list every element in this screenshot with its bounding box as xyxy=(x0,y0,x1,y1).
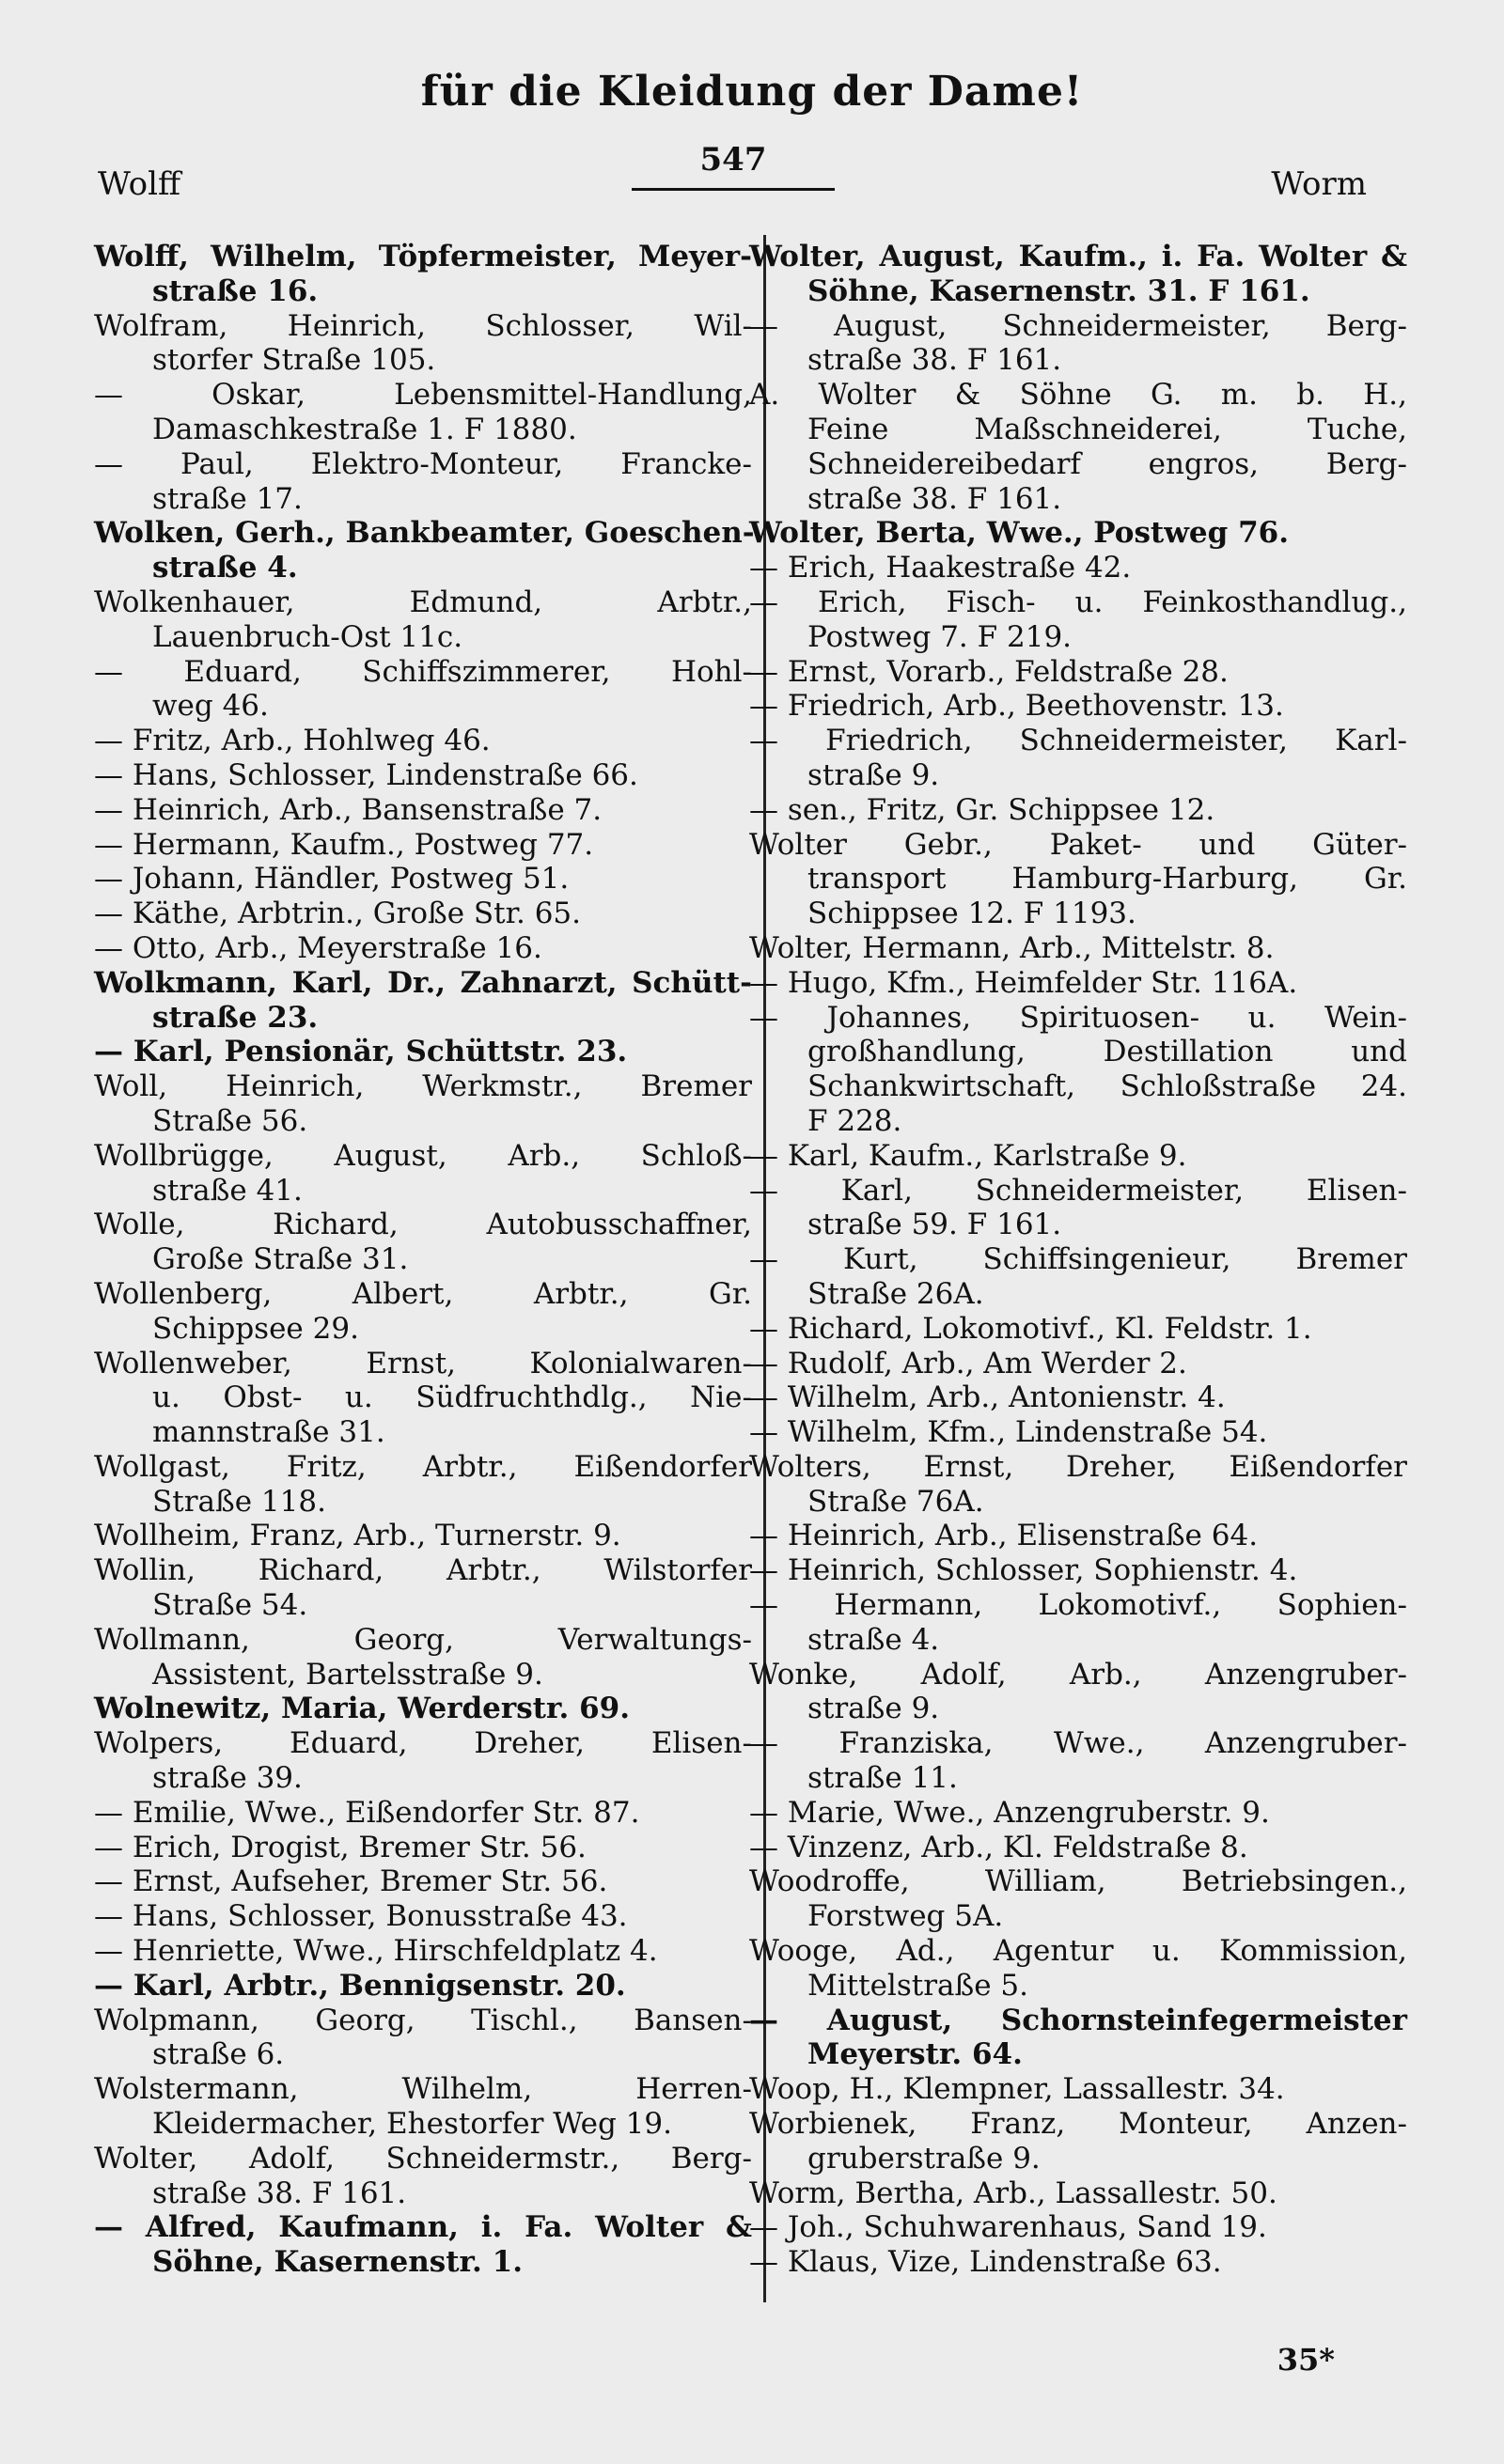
entry-line: — Heinrich, Schlosser, Sophienstr. 4. xyxy=(749,1553,1298,1588)
directory-entry xyxy=(94,2142,752,2211)
entry-line: Woll, Heinrich, Werkmstr., Bremer xyxy=(94,1069,752,1104)
entry-line: Wolkenhauer, Edmund, Arbtr., xyxy=(94,585,752,619)
entry-line: Wolken, Gerh., Bankbeamter, Goeschen- xyxy=(94,516,755,551)
directory-entry xyxy=(94,1969,752,2004)
directory-entry xyxy=(94,1347,752,1450)
entry-line: straße 6. xyxy=(152,2037,285,2072)
directory-entry xyxy=(749,2210,1407,2245)
directory-entry xyxy=(94,585,752,655)
entry-line: — Vinzenz, Arb., Kl. Feldstraße 8. xyxy=(749,1830,1248,1864)
directory-entry xyxy=(94,966,752,1036)
entry-line: Assistent, Bartelsstraße 9. xyxy=(152,1657,543,1692)
directory-entry xyxy=(749,724,1407,793)
entry-line: weg 46. xyxy=(152,689,269,724)
directory-entry xyxy=(749,2004,1407,2073)
entry-line: — Hans, Schlosser, Bonusstraße 43. xyxy=(94,1899,628,1934)
directory-entry xyxy=(94,2004,752,2073)
directory-entry xyxy=(749,585,1407,655)
directory-entry xyxy=(94,1519,752,1553)
directory-entry xyxy=(749,1139,1407,1174)
entry-line: — Erich, Fisch- u. Feinkosthandlug., xyxy=(749,585,1407,619)
directory-entry xyxy=(749,689,1407,724)
entry-line: A. Wolter & Söhne G. m. b. H., xyxy=(749,378,1407,413)
entry-line: — Friedrich, Arb., Beethovenstr. 13. xyxy=(749,689,1284,724)
directory-entry xyxy=(749,551,1407,585)
entry-line: — Marie, Wwe., Anzengruberstr. 9. xyxy=(749,1795,1270,1830)
entry-line: — Karl, Schneidermeister, Elisen- xyxy=(749,1173,1407,1208)
entry-line: — Heinrich, Arb., Bansenstraße 7. xyxy=(94,792,603,827)
directory-entry xyxy=(94,378,752,447)
directory-entry xyxy=(94,1692,752,1726)
entry-line: — sen., Fritz, Gr. Schippsee 12. xyxy=(749,792,1215,827)
entry-line: Wolter, Adolf, Schneidermstr., Berg- xyxy=(94,2141,752,2175)
directory-entry xyxy=(749,1347,1407,1381)
directory-entry xyxy=(94,1899,752,1934)
entry-line: Straße 26A. xyxy=(807,1276,984,1311)
entry-line: — Käthe, Arbtrin., Große Str. 65. xyxy=(94,897,582,931)
directory-entry xyxy=(749,966,1407,1001)
directory-entry xyxy=(749,378,1407,516)
directory-entry xyxy=(94,1934,752,1969)
directory-entry xyxy=(94,724,752,758)
directory-entry xyxy=(749,1831,1407,1865)
directory-entry xyxy=(94,897,752,931)
entry-line: — Erich, Drogist, Bremer Str. 56. xyxy=(94,1830,587,1864)
directory-entry xyxy=(94,828,752,863)
directory-entry xyxy=(94,447,752,517)
entry-line: Wollbrügge, August, Arb., Schloß- xyxy=(94,1138,752,1173)
entry-line: Forstweg 5A. xyxy=(807,1899,1004,1934)
entry-line: Wolff, Wilhelm, Töpfermeister, Meyer- xyxy=(94,240,752,273)
directory-entry xyxy=(749,2107,1407,2176)
header-last-name: Worm xyxy=(1271,165,1367,203)
directory-entry xyxy=(749,1796,1407,1831)
entry-line: Straße 118. xyxy=(152,1484,326,1519)
directory-entry xyxy=(94,1277,752,1347)
entry-line: Wolter, August, Kaufm., i. Fa. Wolter & xyxy=(749,240,1407,273)
entry-line: — Alfred, Kaufmann, i. Fa. Wolter & xyxy=(94,2210,752,2245)
directory-entry xyxy=(749,828,1407,931)
directory-entry xyxy=(94,1553,752,1623)
entry-line: storfer Straße 105. xyxy=(152,343,436,378)
directory-entry xyxy=(749,1001,1407,1139)
entry-line: straße 59. F 161. xyxy=(807,1208,1062,1242)
entry-line: Söhne, Kasernenstr. 1. xyxy=(152,2245,523,2280)
entry-line: Wollheim, Franz, Arb., Turnerstr. 9. xyxy=(94,1519,621,1553)
directory-entry xyxy=(94,931,752,966)
directory-entry xyxy=(749,1415,1407,1450)
directory-entry xyxy=(94,240,752,309)
directory-entry xyxy=(94,758,752,793)
right-column xyxy=(749,240,1407,2280)
entry-line: — Kurt, Schiffsingenieur, Bremer xyxy=(749,1242,1407,1277)
directory-entry xyxy=(749,1553,1407,1588)
entry-line: Söhne, Kasernenstr. 31. F 161. xyxy=(807,273,1310,308)
entry-line: F 228. xyxy=(807,1103,902,1138)
entry-line: — Friedrich, Schneidermeister, Karl- xyxy=(749,724,1407,758)
entry-line: mannstraße 31. xyxy=(152,1415,385,1450)
entry-line: Meyerstr. 64. xyxy=(807,2037,1023,2072)
directory-entry xyxy=(94,1831,752,1865)
directory-entry xyxy=(94,1208,752,1277)
entry-line: straße 4. xyxy=(807,1622,940,1657)
entry-line: Mittelstraße 5. xyxy=(807,1968,1028,2003)
directory-entry xyxy=(94,309,752,379)
entry-line: straße 39. xyxy=(152,1761,303,1796)
entry-line: Wollmann, Georg, Verwaltungs- xyxy=(94,1622,752,1657)
directory-entry xyxy=(94,1450,752,1520)
directory-entry xyxy=(749,1242,1407,1312)
directory-entry xyxy=(749,1934,1407,2004)
entry-line: — August, Schneidermeister, Berg- xyxy=(749,308,1407,343)
directory-entry xyxy=(749,2176,1407,2211)
directory-entry xyxy=(749,1864,1407,1934)
entry-line: Woodroffe, William, Betriebsingen., xyxy=(749,1864,1407,1899)
directory-entry xyxy=(749,793,1407,828)
entry-line: Wollgast, Fritz, Arbtr., Eißendorfer xyxy=(94,1449,752,1484)
entry-line: — Rudolf, Arb., Am Werder 2. xyxy=(749,1346,1187,1380)
entry-line: Wonke, Adolf, Arb., Anzengruber- xyxy=(749,1657,1407,1692)
page-number: 547 xyxy=(699,141,767,179)
directory-entry xyxy=(749,516,1407,551)
entry-line: Schippsee 12. F 1193. xyxy=(807,897,1136,931)
entry-line: — Ernst, Aufseher, Bremer Str. 56. xyxy=(94,1864,608,1899)
entry-line: Wolfram, Heinrich, Schlosser, Wil- xyxy=(94,308,752,343)
entry-line: — Wilhelm, Kfm., Lindenstraße 54. xyxy=(749,1415,1268,1450)
entry-line: — Emilie, Wwe., Eißendorfer Str. 87. xyxy=(94,1795,640,1830)
entry-line: — Hermann, Lokomotivf., Sophien- xyxy=(749,1588,1407,1623)
entry-line: Wollenberg, Albert, Arbtr., Gr. xyxy=(94,1276,752,1311)
entry-line: Straße 54. xyxy=(152,1588,308,1623)
directory-entry xyxy=(94,862,752,897)
directory-entry xyxy=(749,1312,1407,1347)
directory-entry xyxy=(749,1658,1407,1727)
entry-line: — Henriette, Wwe., Hirschfeldplatz 4. xyxy=(94,1934,658,1969)
directory-entry xyxy=(94,1139,752,1209)
directory-entry xyxy=(94,1035,752,1069)
entry-line: Damaschkestraße 1. F 1880. xyxy=(152,412,577,446)
directory-entry xyxy=(94,1796,752,1831)
entry-line: Wooge, Ad., Agentur u. Kommission, xyxy=(749,1934,1407,1969)
entry-line: — Richard, Lokomotivf., Kl. Feldstr. 1. xyxy=(749,1311,1312,1346)
entry-line: Woop, H., Klempner, Lassallestr. 34. xyxy=(749,2072,1285,2107)
entry-line: Schippsee 29. xyxy=(152,1311,359,1346)
entry-line: — Karl, Pensionär, Schüttstr. 23. xyxy=(94,1035,628,1069)
directory-entry xyxy=(94,1864,752,1899)
entry-line: transport Hamburg-Harburg, Gr. xyxy=(807,862,1407,897)
directory-entry xyxy=(749,1519,1407,1553)
directory-entry xyxy=(749,1174,1407,1243)
entry-line: — August, Schornsteinfegermeister xyxy=(749,2003,1407,2037)
entry-line: straße 16. xyxy=(152,273,319,308)
entry-line: straße 4. xyxy=(152,551,298,585)
entry-line: Wolkmann, Karl, Dr., Zahnarzt, Schütt- xyxy=(94,965,752,1000)
entry-line: Kleidermacher, Ehestorfer Weg 19. xyxy=(152,2107,672,2142)
entry-line: — Johann, Händler, Postweg 51. xyxy=(94,862,570,897)
directory-entry xyxy=(749,1726,1407,1796)
entry-line: Wolnewitz, Maria, Werderstr. 69. xyxy=(94,1692,631,1726)
entry-line: straße 41. xyxy=(152,1173,303,1208)
entry-line: Straße 76A. xyxy=(807,1484,984,1519)
entry-line: Wolter, Hermann, Arb., Mittelstr. 8. xyxy=(749,930,1275,965)
entry-line: Wolpers, Eduard, Dreher, Elisen- xyxy=(94,1726,752,1761)
entry-line: — Hans, Schlosser, Lindenstraße 66. xyxy=(94,757,638,792)
directory-entry xyxy=(749,931,1407,966)
entry-line: — Hermann, Kaufm., Postweg 77. xyxy=(94,827,594,862)
entry-line: straße 23. xyxy=(152,1000,319,1035)
advertisement-slogan: für die Kleidung der Dame! xyxy=(420,68,1084,116)
entry-line: straße 38. F 161. xyxy=(152,2175,407,2210)
directory-entry xyxy=(749,1380,1407,1415)
entry-line: Wolpmann, Georg, Tischl., Bansen- xyxy=(94,2003,752,2037)
entry-line: u. Obst- u. Südfruchthdlg., Nie- xyxy=(152,1380,752,1415)
entry-line: straße 17. xyxy=(152,481,303,516)
entry-line: Feine Maßschneiderei, Tuche, xyxy=(807,412,1407,446)
entry-line: großhandlung, Destillation und xyxy=(807,1035,1407,1069)
entry-line: Wollin, Richard, Arbtr., Wilstorfer xyxy=(94,1553,752,1588)
entry-line: Worm, Bertha, Arb., Lassallestr. 50. xyxy=(749,2175,1277,2210)
entry-line: straße 11. xyxy=(807,1761,958,1796)
entry-line: Straße 56. xyxy=(152,1103,308,1138)
header-first-name: Wolff xyxy=(98,165,181,203)
directory-entry xyxy=(749,1588,1407,1658)
directory-entry xyxy=(749,1450,1407,1520)
entry-line: Wolter, Berta, Wwe., Postweg 76. xyxy=(749,516,1290,551)
entry-line: Postweg 7. F 219. xyxy=(807,619,1073,654)
directory-entry xyxy=(94,2072,752,2142)
entry-line: Wolter Gebr., Paket- und Güter- xyxy=(749,827,1407,862)
directory-entry xyxy=(94,2210,752,2280)
directory-entry xyxy=(94,1069,752,1139)
directory-entry xyxy=(749,2245,1407,2280)
entry-line: — Klaus, Vize, Lindenstraße 63. xyxy=(749,2245,1222,2280)
entry-line: Schankwirtschaft, Schloßstraße 24. xyxy=(807,1069,1407,1104)
directory-entry xyxy=(94,516,755,585)
entry-line: straße 9. xyxy=(807,757,940,792)
entry-line: straße 38. F 161. xyxy=(807,343,1062,378)
entry-line: Wolle, Richard, Autobusschaffner, xyxy=(94,1208,752,1242)
left-column xyxy=(94,240,755,2280)
entry-line: — Paul, Elektro-Monteur, Francke- xyxy=(94,446,752,481)
directory-entry xyxy=(749,240,1407,309)
entry-line: Wolters, Ernst, Dreher, Eißendorfer xyxy=(749,1449,1407,1484)
entry-line: straße 9. xyxy=(807,1692,940,1726)
directory-entry xyxy=(94,793,752,828)
directory-entry xyxy=(749,2072,1407,2107)
entry-line: Schneidereibedarf engros, Berg- xyxy=(807,446,1407,481)
entry-line: — Fritz, Arb., Hohlweg 46. xyxy=(94,724,491,758)
entry-line: — Hugo, Kfm., Heimfelder Str. 116A. xyxy=(749,965,1298,1000)
directory-entry xyxy=(94,1623,752,1692)
directory-entry xyxy=(94,655,752,725)
entry-line: — Johannes, Spirituosen- u. Wein- xyxy=(749,1000,1407,1035)
entry-line: — Erich, Haakestraße 42. xyxy=(749,551,1132,585)
entry-line: — Franziska, Wwe., Anzengruber- xyxy=(749,1726,1407,1761)
entry-line: — Joh., Schuhwarenhaus, Sand 19. xyxy=(749,2210,1267,2245)
entry-line: — Eduard, Schiffszimmerer, Hohl- xyxy=(94,654,752,689)
entry-line: Lauenbruch-Ost 11c. xyxy=(152,619,463,654)
entry-line: — Heinrich, Arb., Elisenstraße 64. xyxy=(749,1519,1259,1553)
entry-line: — Karl, Arbtr., Bennigsenstr. 20. xyxy=(94,1968,626,2003)
entry-line: Wolstermann, Wilhelm, Herren- xyxy=(94,2072,752,2107)
entry-line: gruberstraße 9. xyxy=(807,2141,1041,2175)
entry-line: Worbienek, Franz, Monteur, Anzen- xyxy=(749,2107,1407,2142)
entry-line: — Otto, Arb., Meyerstraße 16. xyxy=(94,930,542,965)
entry-line: Große Straße 31. xyxy=(152,1242,409,1277)
directory-entry xyxy=(94,1726,752,1796)
entry-line: — Ernst, Vorarb., Feldstraße 28. xyxy=(749,654,1229,689)
directory-entry xyxy=(749,655,1407,690)
directory-entry xyxy=(749,309,1407,379)
entry-line: straße 38. F 161. xyxy=(807,481,1062,516)
entry-line: — Karl, Kaufm., Karlstraße 9. xyxy=(749,1138,1187,1173)
entry-line: — Wilhelm, Arb., Antonienstr. 4. xyxy=(749,1380,1226,1415)
entry-line: — Oskar, Lebensmittel-Handlung, xyxy=(94,378,752,413)
header-rule xyxy=(632,188,835,191)
entry-line: Wollenweber, Ernst, Kolonialwaren- xyxy=(94,1346,752,1380)
signature-mark: 35* xyxy=(1277,2342,1335,2378)
